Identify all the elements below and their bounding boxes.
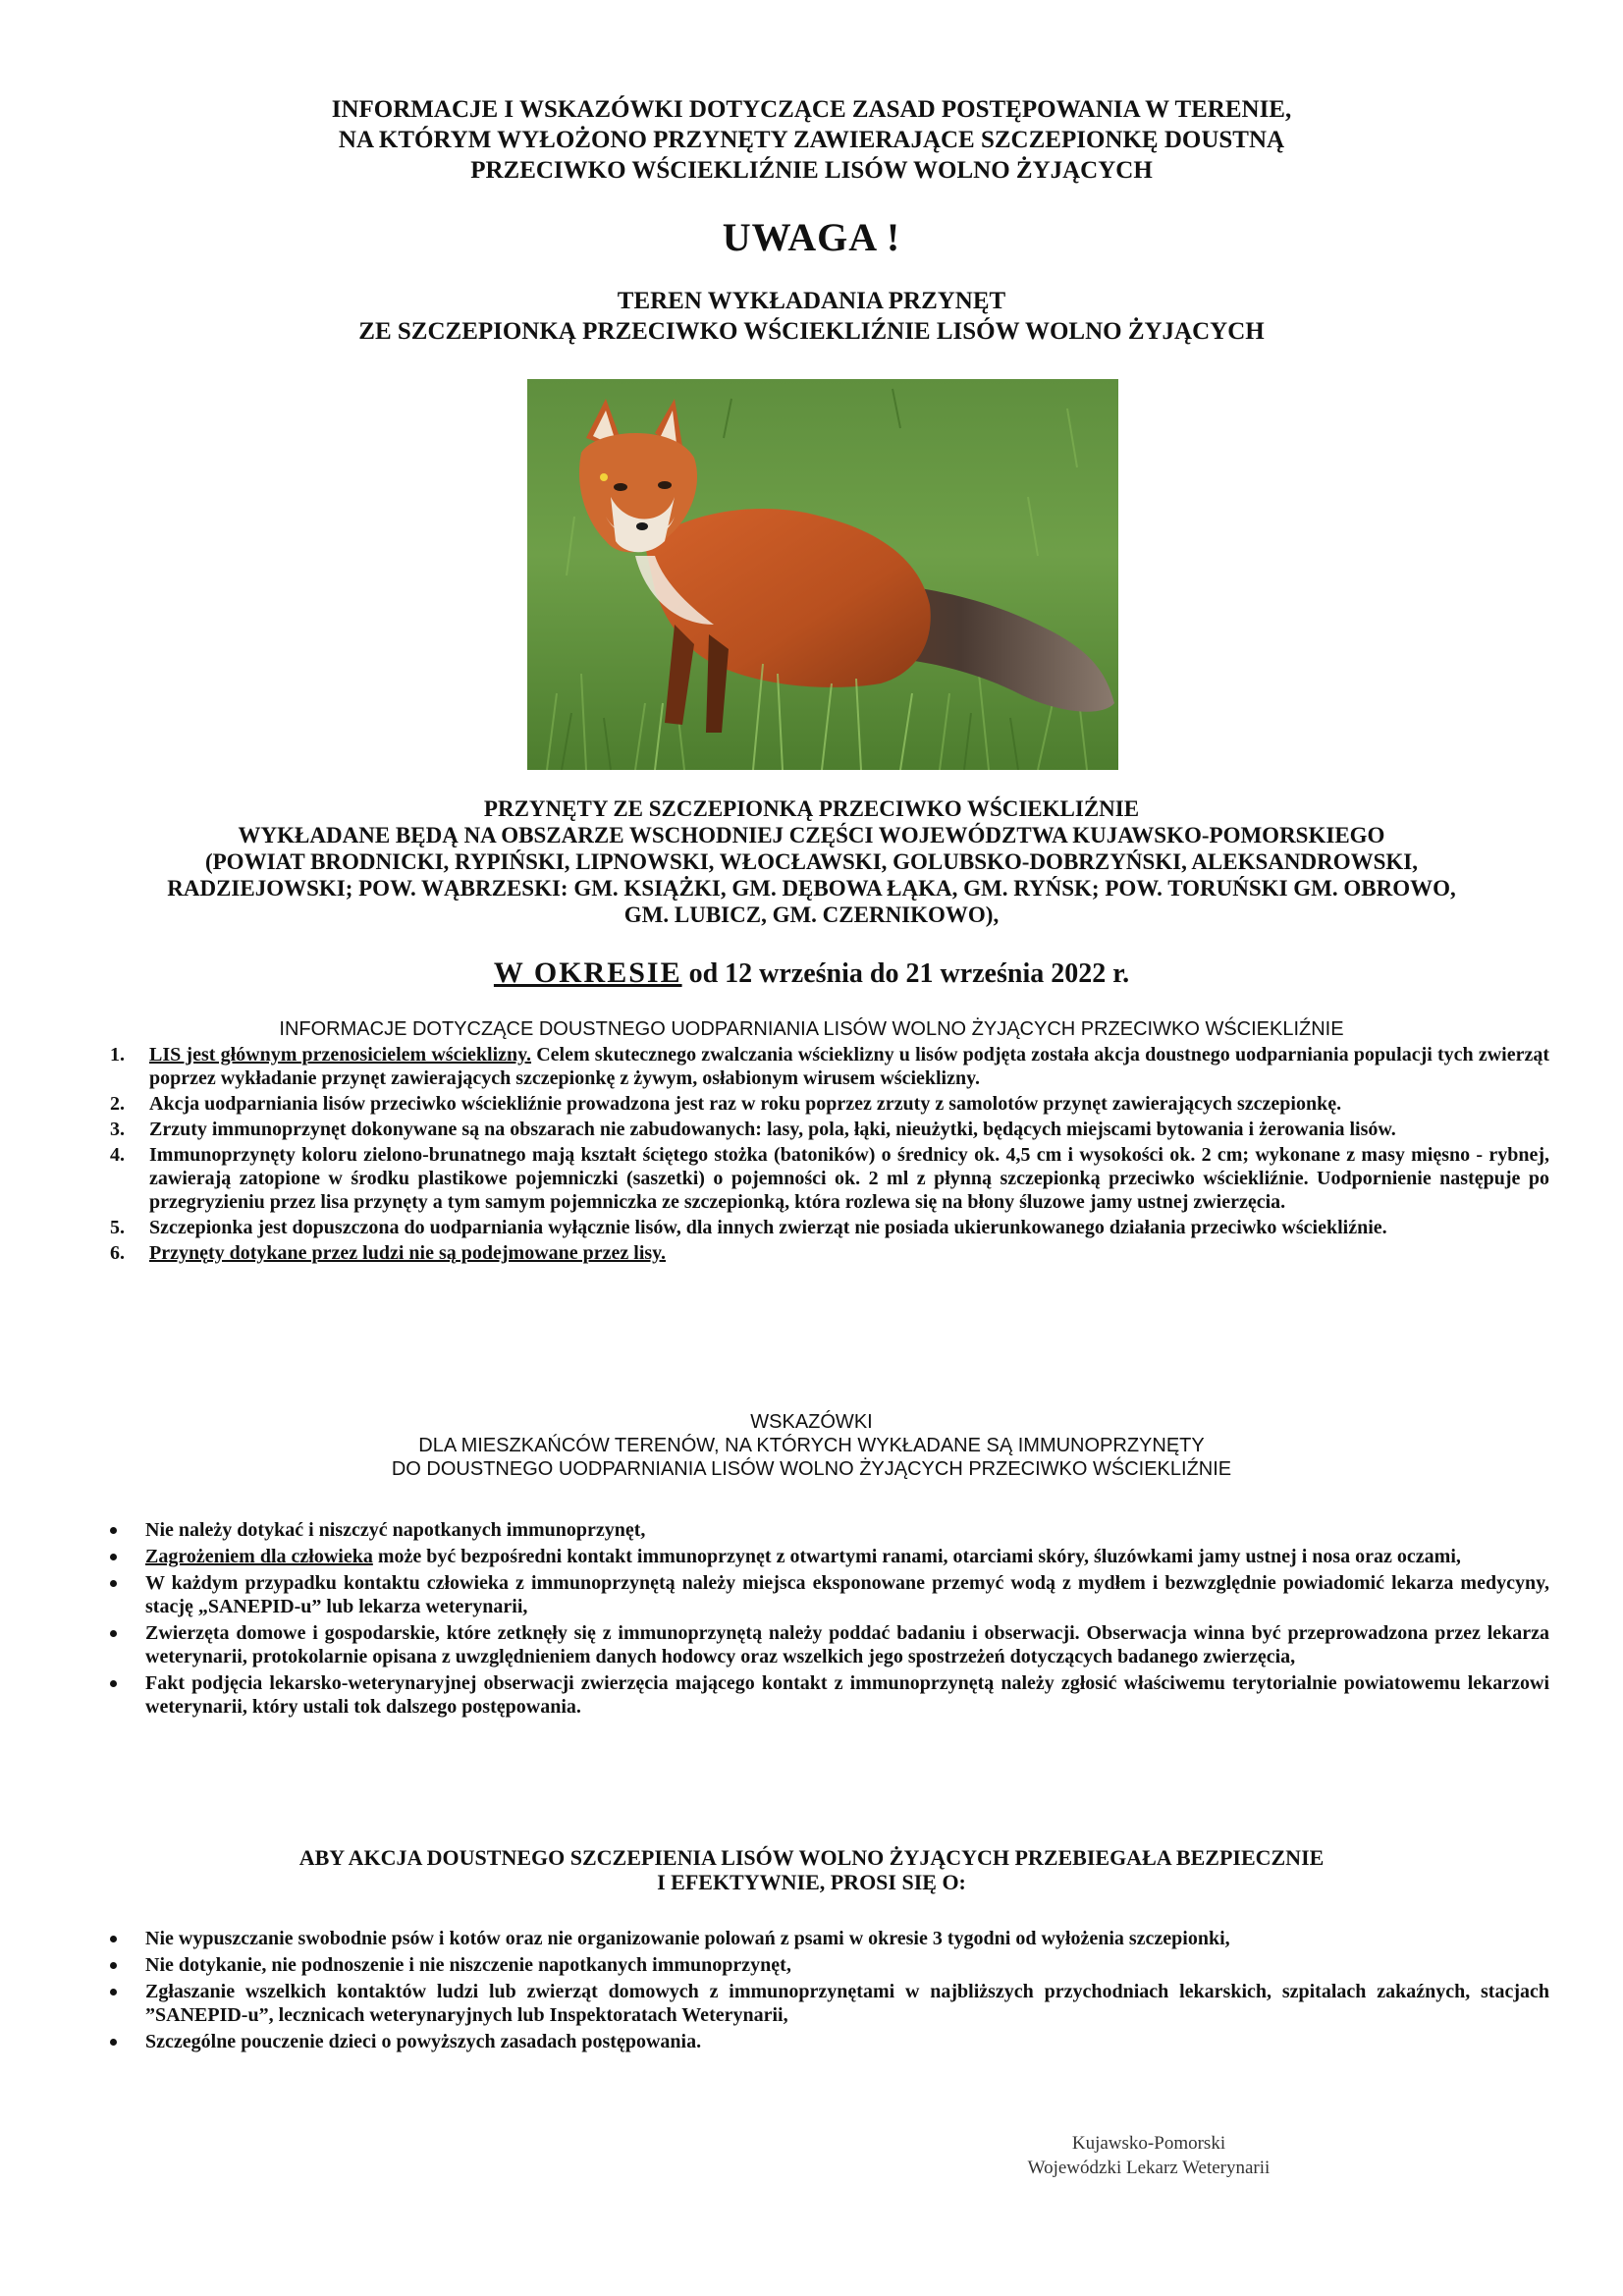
list-item	[110, 1545, 1549, 1568]
bullet-icon	[110, 1527, 117, 1534]
item-number: 4.	[110, 1144, 125, 1166]
bait-area-line: WYKŁADANE BĘDĄ NA OBSZARZE WSCHODNIEJ CZĘŚCI WOJEWÓDZTWA KUJAWSKO-POMORSKIEGO	[238, 823, 1385, 847]
bullet-icon	[110, 1936, 117, 1942]
list-item	[110, 1980, 1549, 2027]
guidance-heading	[0, 1410, 1623, 1481]
guidance-heading-line: DLA MIESZKAŃCÓW TERENÓW, NA KTÓRYCH WYKŁADANE SĄ IMMUNOPRZYNĘTY	[418, 1435, 1205, 1456]
item-text: Nie dotykanie, nie podnoszenie i nie niszczenie napotkanych immunoprzynęt,	[145, 1954, 791, 1976]
guidance-heading-line: DO DOUSTNEGO UODPARNIANIA LISÓW WOLNO ŻYJĄCYCH PRZECIWKO WŚCIEKLIŹNIE	[391, 1458, 1232, 1480]
item-number: 2.	[110, 1093, 125, 1115]
list-item	[110, 1953, 1549, 1977]
list-item	[110, 1621, 1549, 1668]
list-item	[110, 1143, 1549, 1214]
signature-line: Wojewódzki Lekarz Weterynarii	[1027, 2158, 1271, 2178]
bait-area-line: RADZIEJOWSKI; POW. WĄBRZESKI: GM. KSIĄŻKI, GM. DĘBOWA ŁĄKA, GM. RYŃSK; POW. TORUŃSKI GM. OBROWO,	[167, 876, 1456, 901]
list-item	[110, 1092, 1549, 1116]
item-text: Nie wypuszczanie swobodnie psów i kotów oraz nie organizowanie polowań z psami w okresie 3 tygodni od wyłożenia szczepionki,	[145, 1928, 1230, 1949]
item-emphasis: Przynęty dotykane przez ludzi nie są podejmowane przez lisy.	[149, 1242, 667, 1264]
list-item	[110, 1118, 1549, 1141]
item-text: W każdym przypadku kontaktu człowieka z immunoprzynętą należy miejsca eksponowane przemyć wodą z mydłem i bezwzględnie powiadomić lekarza medycyny, stację „SANEPID-u” lub lekarza weterynarii,	[145, 1572, 1549, 1617]
item-text: Akcja uodparniania lisów przeciwko wściekliźnie prowadzona jest raz w roku poprzez zrzuty z samolotów przynęt zawierających szczepionkę.	[149, 1093, 1342, 1115]
warning-heading: UWAGA !	[722, 215, 901, 259]
item-emphasis: LIS jest głównym przenosicielem wścieklizny.	[149, 1044, 532, 1066]
title-line: PRZECIWKO WŚCIEKLIŹNIE LISÓW WOLNO ŻYJĄCYCH	[470, 157, 1153, 184]
list-item	[110, 1571, 1549, 1618]
info-heading: INFORMACJE DOTYCZĄCE DOUSTNEGO UODPARNIANIA LISÓW WOLNO ŻYJĄCYCH PRZECIWKO WŚCIEKLIŹNIE	[279, 1018, 1344, 1040]
list-item	[110, 1671, 1549, 1719]
list-item	[110, 1043, 1549, 1090]
item-number: 5.	[110, 1217, 125, 1238]
fox-photo	[527, 379, 1118, 770]
bait-area-line: GM. LUBICZ, GM. CZERNIKOWO),	[623, 902, 1000, 927]
bait-area-description	[0, 795, 1623, 928]
title-line: NA KTÓRYM WYŁOŻONO PRZYNĘTY ZAWIERAJĄCE SZCZEPIONKĘ DOUSTNĄ	[338, 127, 1285, 153]
bait-area-line: (POWIAT BRODNICKI, RYPIŃSKI, LIPNOWSKI, WŁOCŁAWSKI, GOLUBSKO-DOBRZYŃSKI, ALEKSANDROWSKI,	[204, 849, 1419, 874]
item-text: Nie należy dotykać i niszczyć napotkanych immunoprzynęt,	[145, 1519, 646, 1541]
bullet-icon	[110, 1989, 117, 1995]
area-heading-line: TEREN WYKŁADANIA PRZYNĘT	[617, 288, 1006, 314]
item-text: Zwierzęta domowe i gospodarskie, które zetknęły się z immunoprzynętą należy poddać badaniu i obserwacji. Obserwacja winna być przeprowadzona przez lekarza weterynarii, protokolarnie opisana z uwzględnieniem danych hodowcy oraz wszelkich jego spostrzeżeń dotyczących badanego zwierzęcia,	[145, 1622, 1549, 1667]
list-item	[110, 1241, 1549, 1265]
bullet-icon	[110, 1962, 117, 1969]
period-label: W OKRESIE	[493, 957, 682, 989]
bullet-icon	[110, 2039, 117, 2046]
item-number: 3.	[110, 1119, 125, 1140]
list-item	[110, 1216, 1549, 1239]
area-heading	[0, 286, 1623, 347]
bullet-icon	[110, 1554, 117, 1560]
guidance-list	[110, 1518, 1549, 1722]
period-dates: od 12 września do 21 września 2022 r.	[681, 958, 1130, 989]
item-number: 1.	[110, 1044, 125, 1066]
document-title	[0, 94, 1623, 186]
item-text: Zrzuty immunoprzynęt dokonywane są na obszarach nie zabudowanych: lasy, pola, łąki, nieużytki, będących miejscami bytowania i żerowania lisów.	[149, 1119, 1396, 1140]
item-text: Celem skutecznego zwalczania wścieklizny u lisów podjęta została akcja doustnego uodparniania populacji tych zwierząt poprzez wykładanie przynęt zawierających szczepionkę z żywym, osłabionym wirusem wścieklizny.	[149, 1044, 1549, 1089]
signature-line: Kujawsko-Pomorski	[1071, 2133, 1226, 2154]
item-text: Zgłaszanie wszelkich kontaktów ludzi lub zwierząt domowych z immunoprzynętami w najbliższych przychodniach lekarskich, szpitalach zakaźnych, stacjach ”SANEPID-u”, lecznicach weterynaryjnych lub Inspektoratach Weterynarii,	[145, 1981, 1549, 2026]
request-list	[110, 1927, 1549, 2056]
item-text: może być bezpośredni kontakt immunoprzynęt z otwartymi ranami, otarciami skóry, śluzówkami jamy ustnej i nosa oraz oczami,	[372, 1546, 1461, 1567]
signature-block	[982, 2131, 1316, 2180]
item-text: Immunoprzynęty koloru zielono-brunatnego mają kształt ściętego stożka (batoników) o średnicy ok. 4,5 cm i wysokości ok. 2 cm; wykonane z masy mięsno - rybnej, zawierają zatopione w środku plastikowe pojemniczki (saszetki) o pojemności ok. 2 ml z płynną szczepionką przeciwko wściekliźnie. Uodpornienie następuje po przegryzieniu przez lisa przynęty a tym samym pojemniczka ze szczepionką, która rozlewa się na błony śluzowe jamy ustnej zwierzęcia.	[149, 1144, 1549, 1213]
guidance-heading-line: WSKAZÓWKI	[750, 1411, 873, 1433]
item-text: Szczepionka jest dopuszczona do uodparniania wyłącznie lisów, dla innych zwierząt nie posiada ukierunkowanego działania przeciwko wściekliźnie.	[149, 1217, 1387, 1238]
item-emphasis: Zagrożeniem dla człowieka	[145, 1546, 373, 1567]
item-number: 6.	[110, 1242, 125, 1264]
list-item	[110, 1518, 1549, 1542]
request-heading-line: I EFEKTYWNIE, PROSI SIĘ O:	[657, 1870, 966, 1894]
campaign-period	[0, 957, 1623, 990]
title-line: INFORMACJE I WSKAZÓWKI DOTYCZĄCE ZASAD POSTĘPOWANIA W TERENIE,	[331, 96, 1292, 123]
list-item	[110, 1927, 1549, 1950]
request-heading-line: ABY AKCJA DOUSTNEGO SZCZEPIENIA LISÓW WOLNO ŻYJĄCYCH PRZEBIEGAŁA BEZPIECZNIE	[298, 1845, 1325, 1870]
bullet-icon	[110, 1580, 117, 1587]
bullet-icon	[110, 1630, 117, 1637]
area-heading-line: ZE SZCZEPIONKĄ PRZECIWKO WŚCIEKLIŹNIE LISÓW WOLNO ŻYJĄCYCH	[358, 318, 1265, 345]
item-text: Szczególne pouczenie dzieci o powyższych zasadach postępowania.	[145, 2031, 702, 2052]
bullet-icon	[110, 1680, 117, 1687]
list-item	[110, 2030, 1549, 2053]
info-list	[110, 1043, 1549, 1267]
item-text: Fakt podjęcia lekarsko-weterynaryjnej obserwacji zwierzęcia mającego kontakt z immunoprzynętą należy zgłosić właściwemu terytorialnie powiatowemu lekarzowi weterynarii, który ustali tok dalszego postępowania.	[145, 1672, 1549, 1718]
request-heading	[0, 1845, 1623, 1894]
bait-area-line: PRZYNĘTY ZE SZCZEPIONKĄ PRZECIWKO WŚCIEKLIŹNIE	[483, 796, 1140, 821]
